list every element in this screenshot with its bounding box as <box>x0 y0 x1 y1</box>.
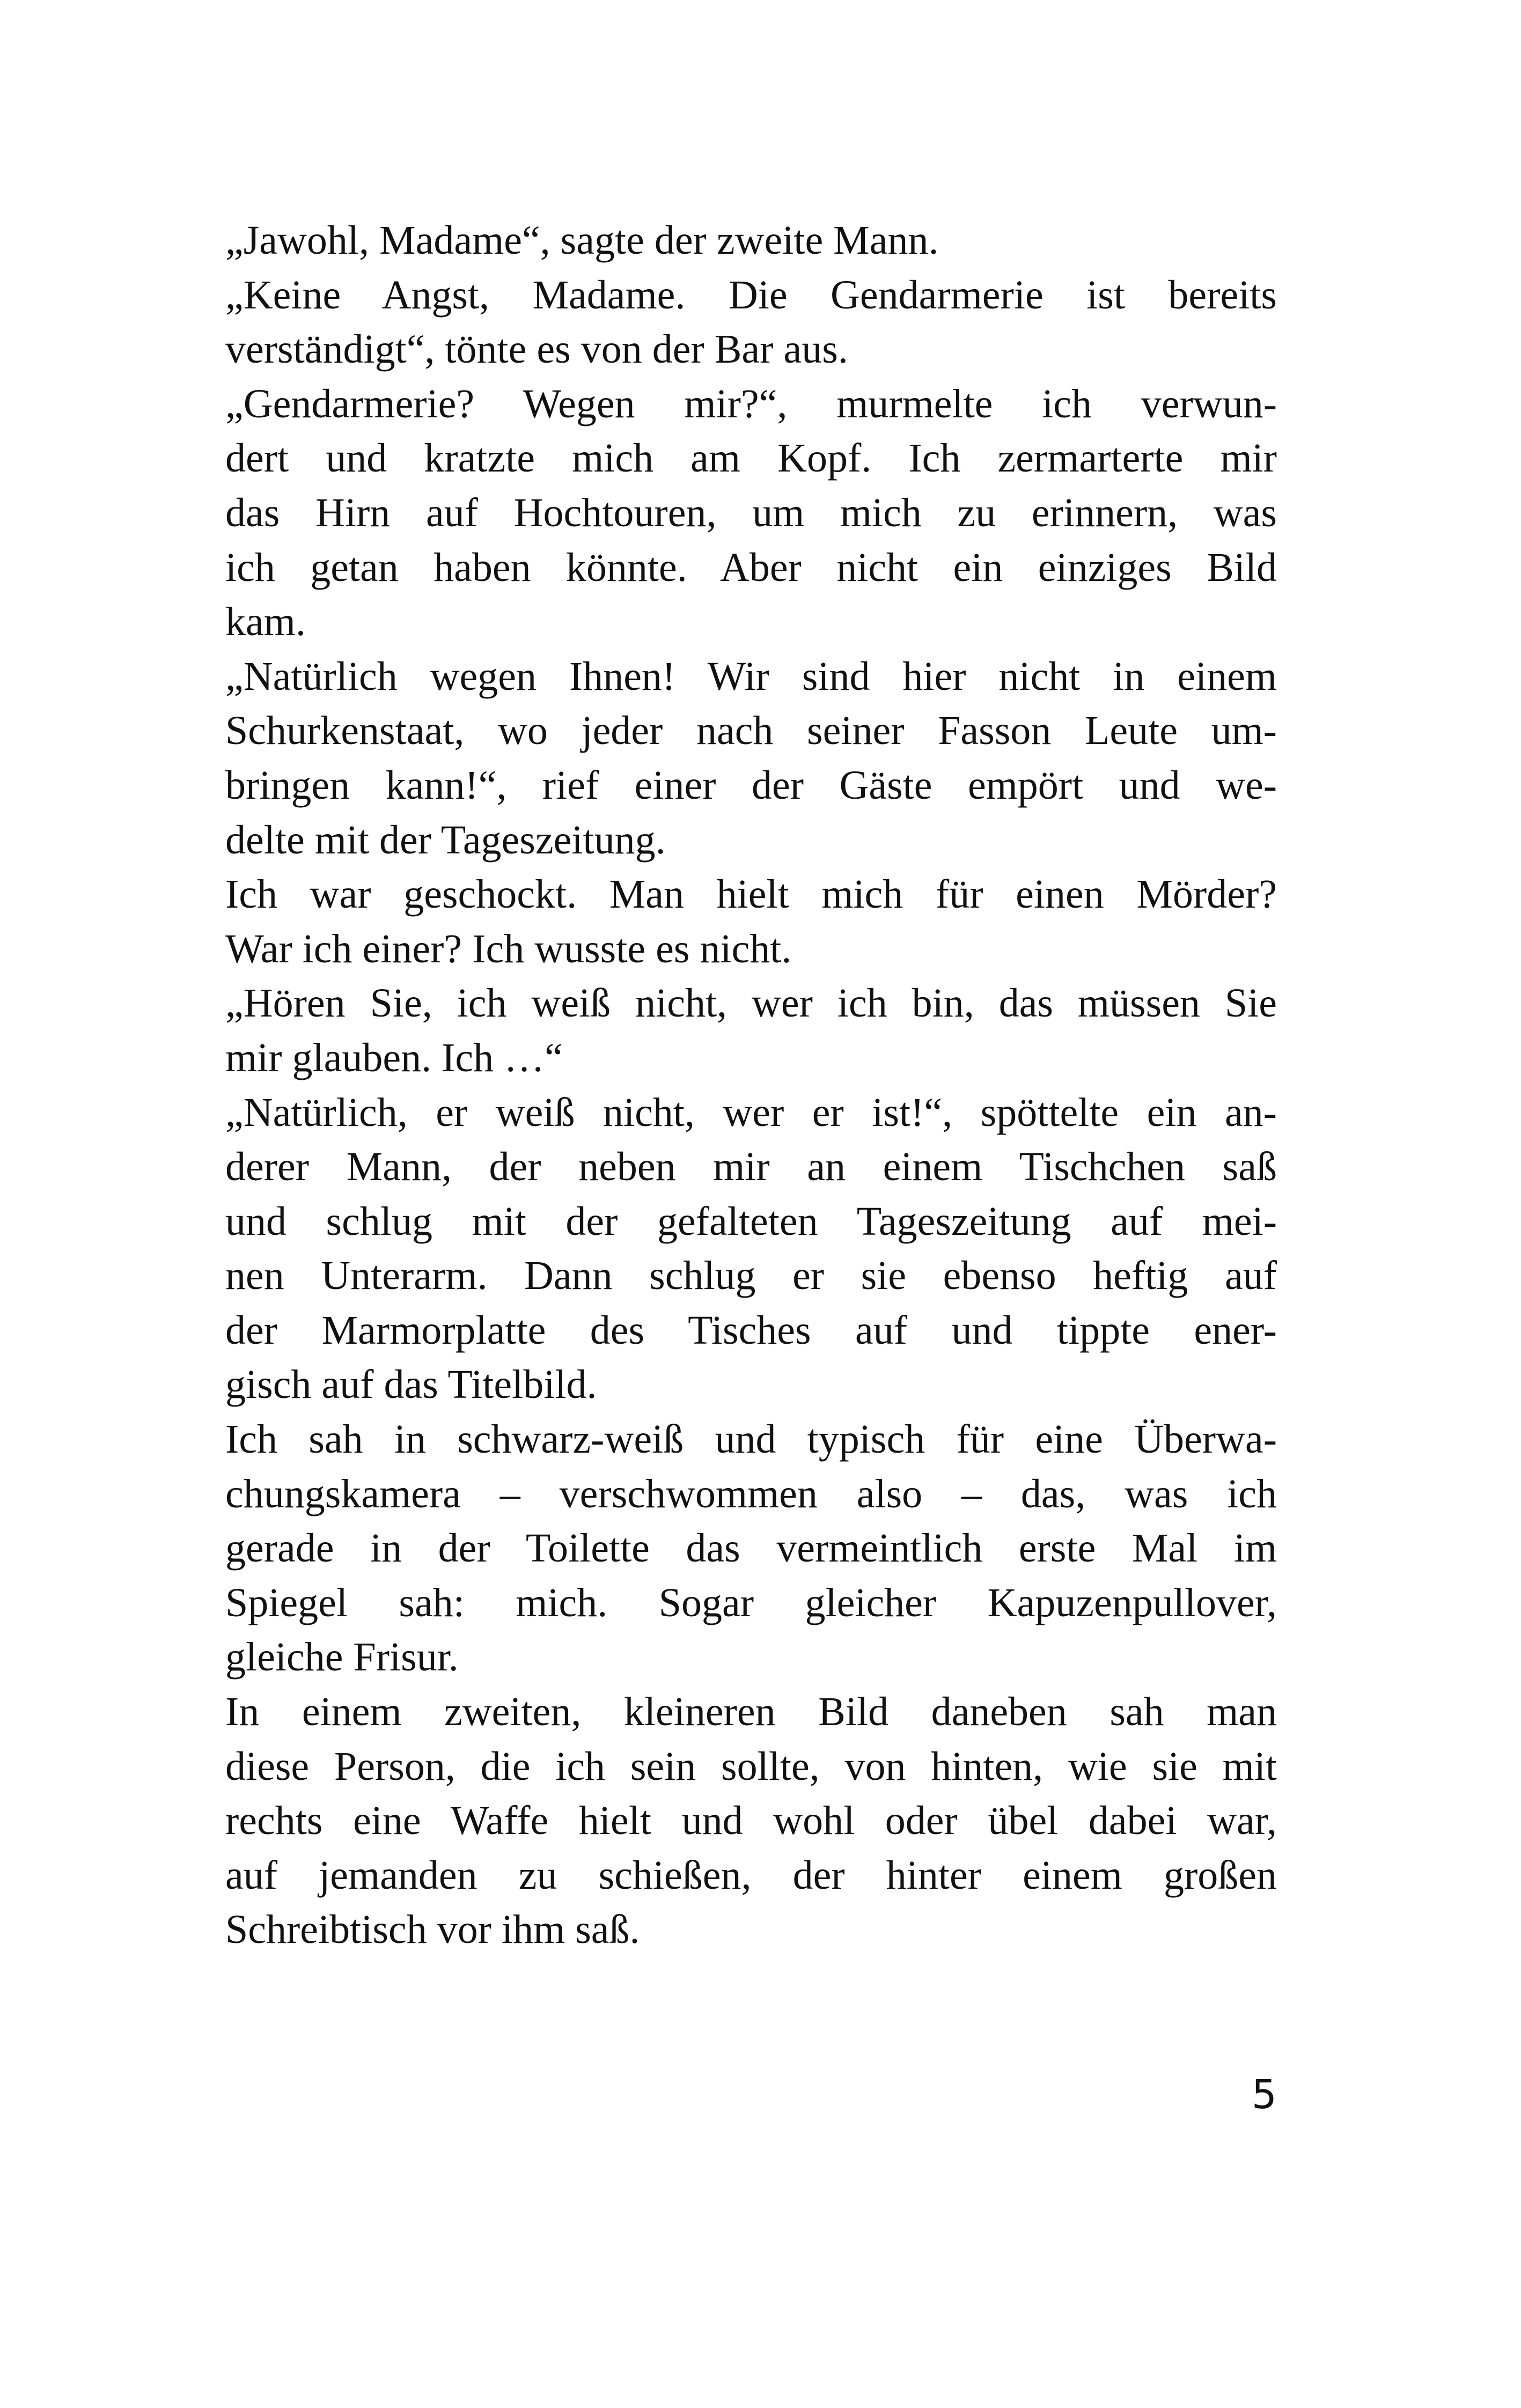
text-line: auf jemanden zu schießen, der hinter einem großen <box>225 1852 1277 1898</box>
text-line: War ich einer? Ich wusste es nicht. <box>225 926 792 971</box>
page-number: 5 <box>1251 2072 1277 2118</box>
text-line: Ich war geschockt. Man hielt mich für einen Mörder? <box>225 872 1277 917</box>
text-line: dert und kratzte mich am Kopf. Ich zermarterte mir <box>225 436 1277 481</box>
text-line: „Keine Angst, Madame. Die Gendarmerie ist bereits <box>225 272 1277 318</box>
text-line: Schurkenstaat, wo jeder nach seiner Fasson Leute um- <box>225 708 1277 754</box>
text-line: und schlug mit der gefalteten Tageszeitung auf mei- <box>225 1198 1277 1244</box>
text-line: Schreibtisch vor ihm saß. <box>225 1907 640 1953</box>
text-line: rechts eine Waffe hielt und wohl oder übel dabei war, <box>225 1798 1277 1844</box>
text-line: Ich sah in schwarz-weiß und typisch für eine Überwa- <box>225 1417 1277 1462</box>
text-line: „Natürlich wegen Ihnen! Wir sind hier nicht in einem <box>225 653 1277 699</box>
text-line: diese Person, die ich sein sollte, von hinten, wie sie mit <box>225 1743 1277 1789</box>
text-line: derer Mann, der neben mir an einem Tischchen saß <box>225 1144 1277 1190</box>
text-line: das Hirn auf Hochtouren, um mich zu erinnern, was <box>225 490 1277 535</box>
text-line: delte mit der Tageszeitung. <box>225 817 666 863</box>
text-line: „Natürlich, er weiß nicht, wer er ist!“, spöttelte ein an- <box>225 1089 1277 1135</box>
text-line: ich getan haben könnte. Aber nicht ein einziges Bild <box>225 544 1277 590</box>
text-line: „Jawohl, Madame“, sagte der zweite Mann. <box>225 218 939 263</box>
text-line: mir glauben. Ich …“ <box>225 1035 563 1080</box>
text-line: Spiegel sah: mich. Sogar gleicher Kapuzenpullover, <box>225 1580 1277 1625</box>
text-line: der Marmorplatte des Tisches auf und tippte ener- <box>225 1307 1277 1353</box>
text-line: „Gendarmerie? Wegen mir?“, murmelte ich verwun- <box>225 381 1277 426</box>
text-line: verständigt“, tönte es von der Bar aus. <box>225 327 848 372</box>
text-line: gerade in der Toilette das vermeintlich erste Mal im <box>225 1526 1277 1571</box>
text-line: gleiche Frisur. <box>225 1634 459 1680</box>
text-line: „Hören Sie, ich weiß nicht, wer ich bin, das müssen Sie <box>225 981 1277 1026</box>
text-line: kam. <box>225 599 306 645</box>
text-line: bringen kann!“, rief einer der Gäste empört und we- <box>225 762 1277 808</box>
text-line: gisch auf das Titelbild. <box>225 1362 597 1408</box>
text-line: nen Unterarm. Dann schlug er sie ebenso heftig auf <box>225 1253 1277 1299</box>
text-line: chungskamera – verschwommen also – das, was ich <box>225 1471 1277 1516</box>
body-text <box>225 213 1277 1957</box>
text-line: In einem zweiten, kleineren Bild daneben sah man <box>225 1689 1277 1735</box>
